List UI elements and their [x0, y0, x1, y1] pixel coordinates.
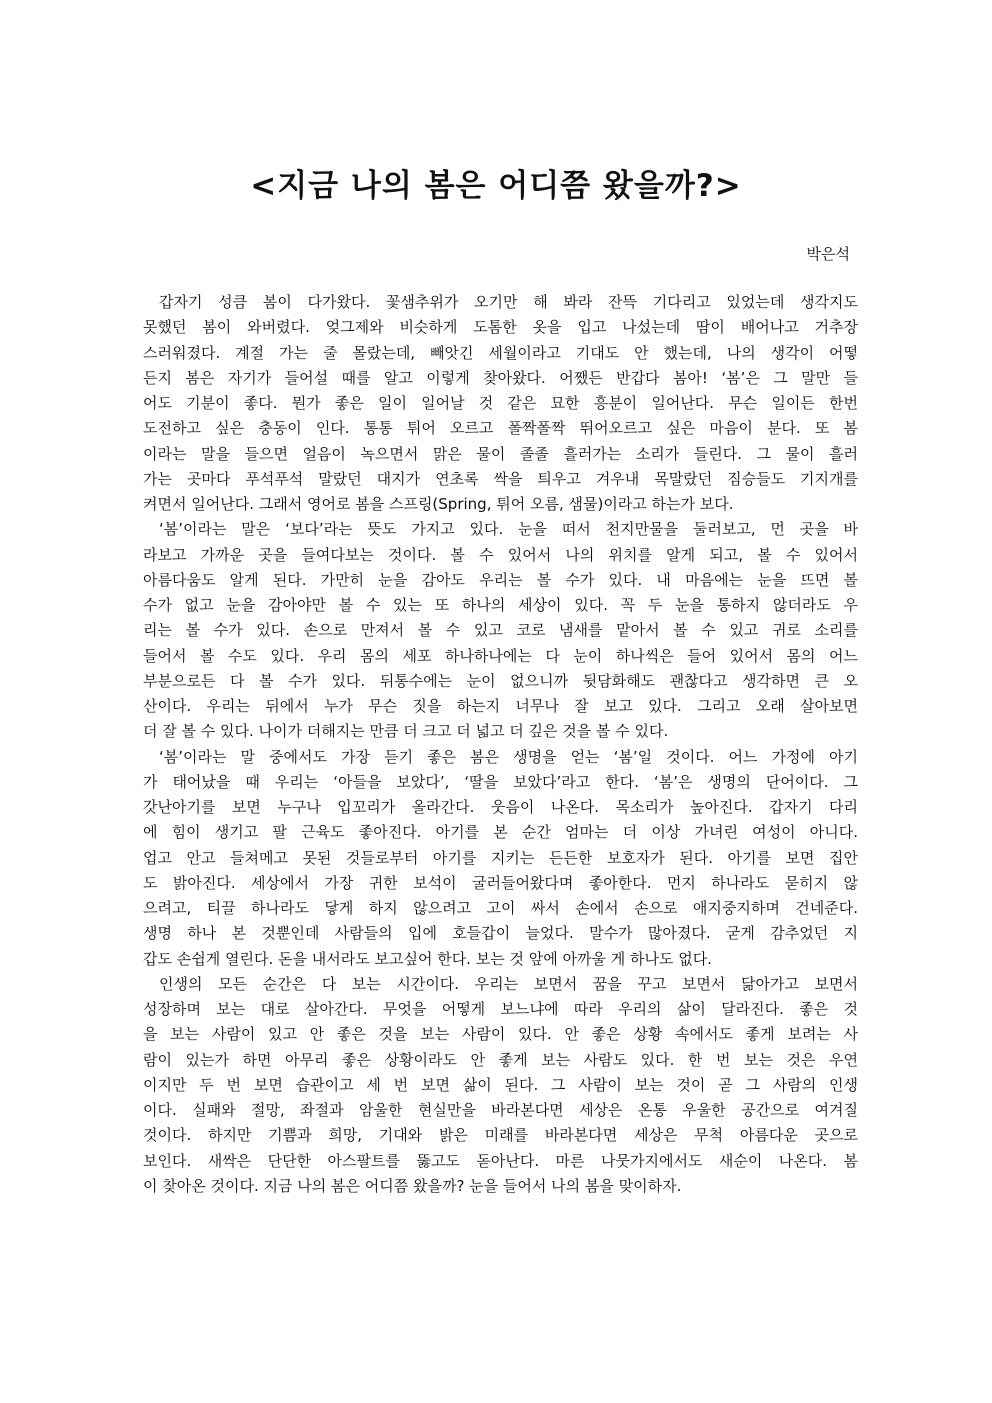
- text-line: 이라는 말을 들으면 얼음이 녹으면서 맑은 물이 졸졸 흘러가는 소리가 들린다. 그 물이 흘러: [143, 444, 858, 463]
- paragraph: [143, 745, 858, 972]
- text-line: 부분으로든 다 볼 수가 있다. 뒤통수에는 눈이 없으니까 뒷담화해도 괜찮다고 생각하면 큰 오: [143, 671, 858, 690]
- text-line: 도 밝아진다. 세상에서 가장 귀한 보석이 굴러들어왔다며 좋아한다. 먼지 하나라도 묻히지 않: [143, 873, 858, 892]
- text-line: 인생의 모든 순간은 다 보는 시간이다. 우리는 보면서 꿈을 꾸고 보면서 닮아가고 보면서: [159, 974, 858, 993]
- document-title: <지금 나의 봄은 어디쯤 왔을까?>: [250, 168, 742, 204]
- text-line: 이다. 실패와 절망, 좌절과 암울한 현실만을 바라본다면 세상은 온통 우울한 공간으로 여겨질: [143, 1101, 858, 1119]
- text-line: ‘봄’이라는 말 중에서도 가장 듣기 좋은 봄은 생명을 얻는 ‘봄’일 것이다. 어느 가정에 아기: [159, 747, 858, 766]
- paragraph: [143, 517, 858, 744]
- text-line: 업고 안고 들쳐메고 못된 것들로부터 아기를 지키는 든든한 보호자가 된다. 아기를 보면 집안: [143, 848, 858, 867]
- paragraph: [143, 972, 858, 1199]
- text-line: 가 태어났을 때 우리는 ‘아들을 보았다’, ‘딸을 보았다’라고 한다. ‘봄’은 생명의 단어이다. 그: [143, 772, 858, 791]
- text-line: 성장하며 보는 대로 살아간다. 무엇을 어떻게 보느냐에 따라 우리의 삶이 달라진다. 좋은 것: [143, 1000, 858, 1018]
- text-line: 람이 있는가 하면 아무리 좋은 상황이라도 안 좋게 보는 사람도 있다. 한 번 보는 것은 우연: [143, 1050, 858, 1069]
- paragraph: [143, 290, 858, 517]
- text-line: 못했던 봄이 와버렸다. 엊그제와 비슷하게 도톰한 옷을 입고 나섰는데 땀이 배어나고 거추장: [143, 318, 858, 337]
- text-line: 에 힘이 생기고 팔 근육도 좋아진다. 아기를 본 순간 엄마는 더 이상 가녀린 여성이 아니다.: [143, 823, 858, 842]
- text-line: 갑도 손쉽게 열린다. 돈을 내서라도 보고싶어 한다. 보는 것 앞에 아까울 게 하나도 없다.: [143, 949, 712, 968]
- text-line: 수가 없고 눈을 감아야만 볼 수 있는 또 하나의 세상이 있다. 꼭 두 눈을 통하지 않더라도 우: [143, 596, 858, 614]
- text-line: 들어서 볼 수도 있다. 우리 몸의 세포 하나하나에는 다 눈이 하나씩은 들어 있어서 몸의 어느: [143, 646, 858, 665]
- text-line: 것이다. 하지만 기쁨과 희망, 기대와 밝은 미래를 바라본다면 세상은 무척 아름다운 곳으로: [143, 1126, 858, 1145]
- text-line: 보인다. 새싹은 단단한 아스팔트를 뚫고도 돋아난다. 마른 나뭇가지에서도 새순이 나온다. 봄: [143, 1151, 858, 1170]
- text-line: 리는 볼 수가 있다. 손으로 만져서 볼 수 있고 코로 냄새를 맡아서 볼 수 있고 귀로 소리를: [143, 621, 858, 640]
- text-line: 갑자기 성큼 봄이 다가왔다. 꽃샘추위가 오기만 해 봐라 잔뜩 기다리고 있었는데 생각지도: [159, 293, 858, 311]
- text-line: 라보고 가까운 곳을 들여다보는 것이다. 볼 수 있어서 나의 위치를 알게 되고, 볼 수 있어서: [143, 545, 858, 564]
- text-line: 산이다. 우리는 뒤에서 누가 무슨 짓을 하는지 너무나 잘 보고 있다. 그리고 오래 살아보면: [143, 697, 858, 715]
- text-line: 갓난아기를 보면 누구나 입꼬리가 올라간다. 웃음이 나온다. 목소리가 높아진다. 갑자기 다리: [143, 798, 858, 816]
- author-name: 박은석: [806, 245, 850, 263]
- text-line: 으려고, 티끌 하나라도 닿게 하지 않으려고 고이 싸서 손에서 손으로 애지중지하며 건네준다.: [143, 899, 858, 917]
- text-line: 이지만 두 번 보면 습관이고 세 번 보면 삶이 된다. 그 사람이 보는 것이 곧 그 사람의 인생: [143, 1075, 858, 1094]
- text-line: 스러워졌다. 계절 가는 줄 몰랐는데, 빼앗긴 세월이라고 기대도 안 했는데, 나의 생각이 어떻: [143, 343, 858, 362]
- text-line: 켜면서 일어난다. 그래서 영어로 봄을 스프링(Spring, 튀어 오름, 샘물)이라고 하는가 보다.: [143, 495, 734, 513]
- text-line: 어도 기분이 좋다. 뭔가 좋은 일이 일어날 것 같은 묘한 흥분이 일어난다. 무슨 일이든 한번: [143, 394, 858, 412]
- text-line: 을 보는 사람이 있고 안 좋은 것을 보는 사람이 있다. 안 좋은 상황 속에서도 좋게 보려는 사: [143, 1025, 858, 1044]
- text-line: 생명 하나 본 것뿐인데 사람들의 입에 호들갑이 늘었다. 말수가 많아졌다. 굳게 감추었던 지: [143, 924, 858, 943]
- text-line: 든지 봄은 자기가 들어설 때를 알고 이렇게 찾아왔다. 어쨌든 반갑다 봄아! ‘봄’은 그 말만 들: [143, 368, 858, 387]
- essay-body: [143, 290, 858, 1199]
- text-line: 도전하고 싶은 충동이 인다. 통통 튀어 오르고 폴짝폴짝 뛰어오르고 싶은 마음이 분다. 또 봄: [143, 419, 858, 438]
- text-line: 이 찾아온 것이다. 지금 나의 봄은 어디쯤 왔을까? 눈을 들어서 나의 봄을 맞이하자.: [143, 1176, 682, 1195]
- text-line: 가는 곳마다 푸석푸석 말랐던 대지가 연초록 싹을 틔우고 겨우내 목말랐던 짐승들도 기지개를: [143, 469, 858, 488]
- text-line: 아름다움도 알게 된다. 가만히 눈을 감아도 우리는 볼 수가 있다. 내 마음에는 눈을 뜨면 볼: [143, 570, 858, 589]
- text-line: 더 잘 볼 수 있다. 나이가 더해지는 만큼 더 크고 더 넓고 더 깊은 것을 볼 수 있다.: [143, 722, 669, 741]
- text-line: ‘봄’이라는 말은 ‘보다’라는 뜻도 가지고 있다. 눈을 떠서 천지만물을 둘러보고, 먼 곳을 바: [159, 520, 858, 539]
